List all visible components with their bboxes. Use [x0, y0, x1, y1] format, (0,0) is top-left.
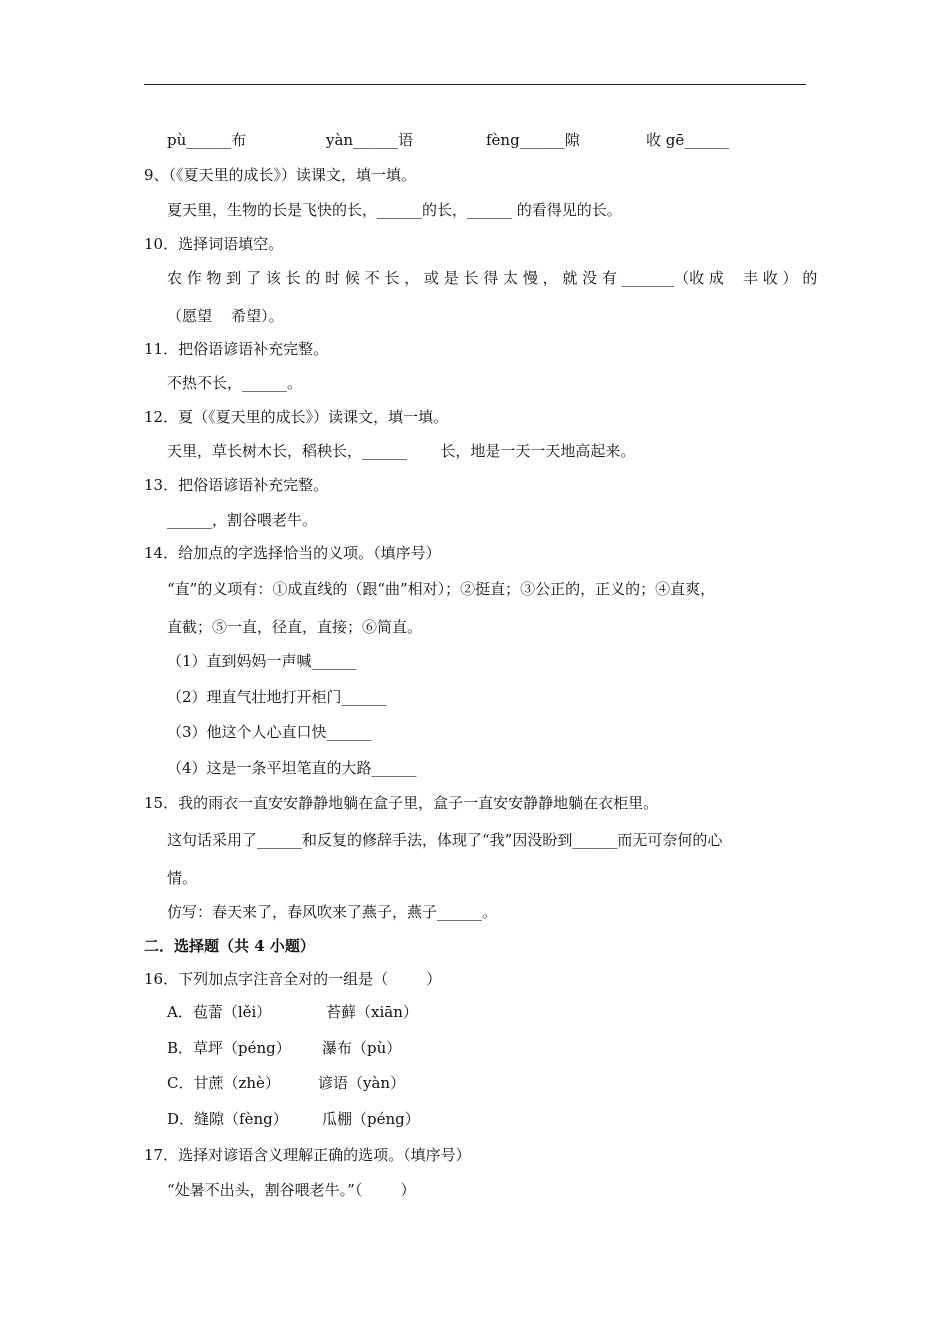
question-17-text: “处暑不出头，割谷喂老牛。”（ ）	[167, 1181, 416, 1199]
question-14-item: （1）直到妈妈一声喊______	[167, 652, 357, 670]
question-15-title: 15．我的雨衣一直安安静静地躺在盒子里，盒子一直安安静静地躺在衣柜里。	[144, 794, 659, 812]
option-d-left: D．缝隙（fèng）	[167, 1110, 288, 1128]
pinyin-item: yàn______语	[326, 131, 414, 149]
question-12-text: 天里，草长树木长，稻秧长，______ 长，地是一天一天地高起来。	[167, 442, 636, 460]
question-16-title: 16．下列加点字注音全对的一组是（ ）	[144, 970, 442, 988]
question-14-title: 14．给加点的字选择恰当的义项。（填序号）	[144, 544, 441, 562]
option-b-right: 瀑布（pù）	[322, 1039, 402, 1057]
question-15-line2: 情。	[167, 869, 198, 887]
question-9-text: 夏天里，生物的长是飞快的长，______的长，______ 的看得见的长。	[167, 201, 622, 219]
question-11-text: 不热不长，______。	[167, 374, 303, 392]
question-13-text: ______，割谷喂老牛。	[167, 511, 318, 529]
question-14-line2: 直截；⑤一直，径直，直接；⑥简直。	[167, 618, 423, 636]
header-rule	[144, 84, 806, 85]
option-a-right: 苔藓（xiān）	[326, 1003, 418, 1021]
question-15-line1: 这句话采用了______和反复的修辞手法，体现了“我”因没盼到______而无可奈何的心	[167, 831, 723, 849]
option-d-right: 瓜棚（péng）	[322, 1110, 420, 1128]
question-14-item: （2）理直气壮地打开柜门______	[167, 688, 387, 706]
question-13-title: 13．把俗语谚语补充完整。	[144, 476, 329, 494]
pinyin-item: pù______布	[167, 131, 247, 149]
question-15-line3: 仿写：春天来了，春风吹来了燕子，燕子______。	[167, 903, 498, 921]
question-10-title: 10．选择词语填空。	[144, 235, 284, 253]
question-12-title: 12．夏（《夏天里的成长》）读课文，填一填。	[144, 408, 449, 426]
option-a-left: A．苞蕾（lěi）	[167, 1003, 272, 1021]
question-17-title: 17．选择对谚语含义理解正确的选项。（填序号）	[144, 1146, 471, 1164]
question-14-item: （4）这是一条平坦笔直的大路______	[167, 759, 417, 777]
question-10-line1: 农 作 物 到 了 该 长 的 时 候 不 长 ， 或 是 长 得 太 慢 ， 就 没 有 _______（收 成 丰 收 ） 的	[167, 269, 818, 287]
pinyin-item: 收 gē______	[646, 131, 730, 149]
question-9-title: 9、（《夏天里的成长》）读课文，填一填。	[144, 166, 417, 184]
pinyin-item: fèng______隙	[486, 131, 580, 149]
option-c-left: C．甘蔗（zhè）	[167, 1074, 280, 1092]
option-c-right: 谚语（yàn）	[318, 1074, 406, 1092]
question-14-line1: “直”的义项有：①成直线的（跟“曲”相对）；②挺直；③公正的，正义的；④直爽，	[167, 580, 716, 598]
question-10-line2: （愿望 希望）。	[167, 307, 284, 325]
question-14-item: （3）他这个人心直口快______	[167, 723, 372, 741]
option-b-left: B．草坪（péng）	[167, 1039, 291, 1057]
question-11-title: 11．把俗语谚语补充完整。	[144, 340, 329, 358]
section-title: 二．选择题（共 4 小题）	[144, 937, 315, 955]
